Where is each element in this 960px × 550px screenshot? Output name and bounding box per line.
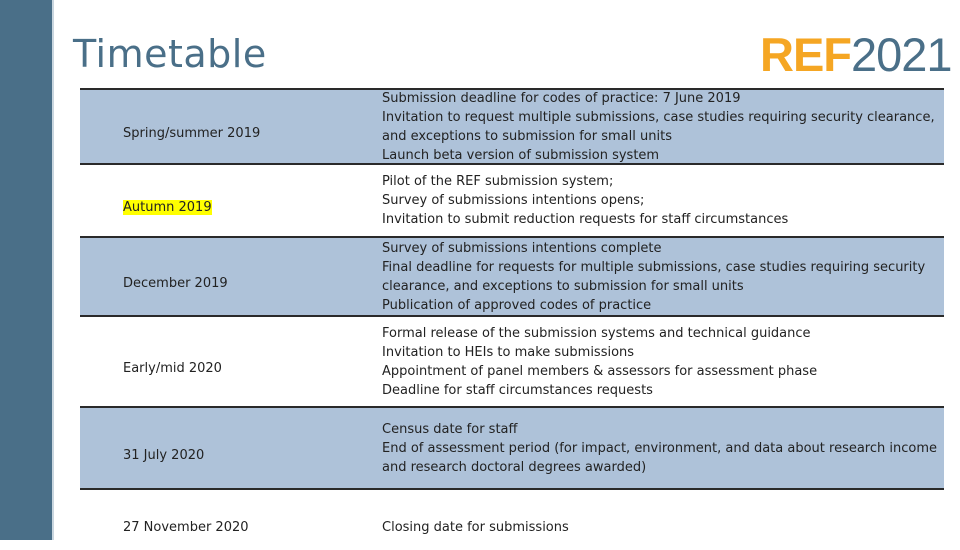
row-detail-line: Closing date for submissions [382, 519, 569, 535]
row-detail-line: Invitation to HEIs to make submissions [382, 344, 635, 360]
row-detail-line: Survey of submissions intentions complete [382, 240, 662, 256]
table-row [80, 408, 944, 490]
row-detail-line: Publication of approved codes of practice [382, 297, 652, 313]
row-detail-line: and exceptions to submission for small units [382, 128, 672, 144]
row-detail-line: Pilot of the REF submission system; [382, 174, 614, 189]
row-detail-line: Formal release of the submission systems and technical guidance [382, 325, 811, 341]
logo-ref-text: REF [760, 28, 851, 81]
ref2021-logo [760, 30, 952, 80]
table-row [80, 88, 944, 165]
table-row [80, 317, 944, 408]
row-date: Spring/summer 2019 [123, 126, 261, 141]
row-date: 31 July 2020 [123, 447, 205, 463]
timetable-table [80, 88, 944, 550]
row-date: Early/mid 2020 [123, 361, 222, 376]
row-detail-line: clearance, and exceptions to submission for small units [382, 278, 744, 294]
row-detail-line: Deadline for staff circumstances requests [382, 382, 653, 398]
row-detail-line: Submission deadline for codes of practice: 7 June 2019 [382, 90, 741, 106]
row-date: December 2019 [123, 276, 228, 291]
row-detail-line: and research doctoral degrees awarded) [382, 459, 647, 475]
row-details [380, 324, 944, 400]
table-row [80, 165, 944, 238]
row-detail-line: Invitation to submit reduction requests for staff circumstances [382, 212, 789, 227]
logo-year-text: 2021 [851, 28, 952, 81]
page-title: Timetable [73, 32, 267, 76]
row-detail-line: Invitation to request multiple submissions, case studies requiring security clearance, [382, 109, 935, 125]
row-detail-line: Launch beta version of submission system [382, 147, 660, 163]
row-date [80, 186, 380, 215]
row-detail-line: Final deadline for requests for multiple submissions, case studies requiring security [382, 259, 926, 275]
row-details [380, 239, 944, 315]
row-details [380, 420, 944, 477]
row-details [380, 172, 944, 229]
row-details [380, 504, 944, 537]
row-detail-line: Survey of submissions intentions opens; [382, 193, 645, 208]
row-date: 27 November 2020 [123, 519, 249, 535]
side-accent-bar [0, 0, 54, 540]
highlighted-date: Autumn 2019 [123, 200, 212, 215]
row-detail-line: Census date for staff [382, 421, 518, 437]
table-row [80, 238, 944, 317]
row-detail-line: End of assessment period (for impact, environment, and data about research income [382, 440, 938, 456]
row-detail-line: Appointment of panel members & assessors for assessment phase [382, 363, 818, 379]
row-details [380, 89, 944, 165]
table-row [80, 490, 944, 550]
